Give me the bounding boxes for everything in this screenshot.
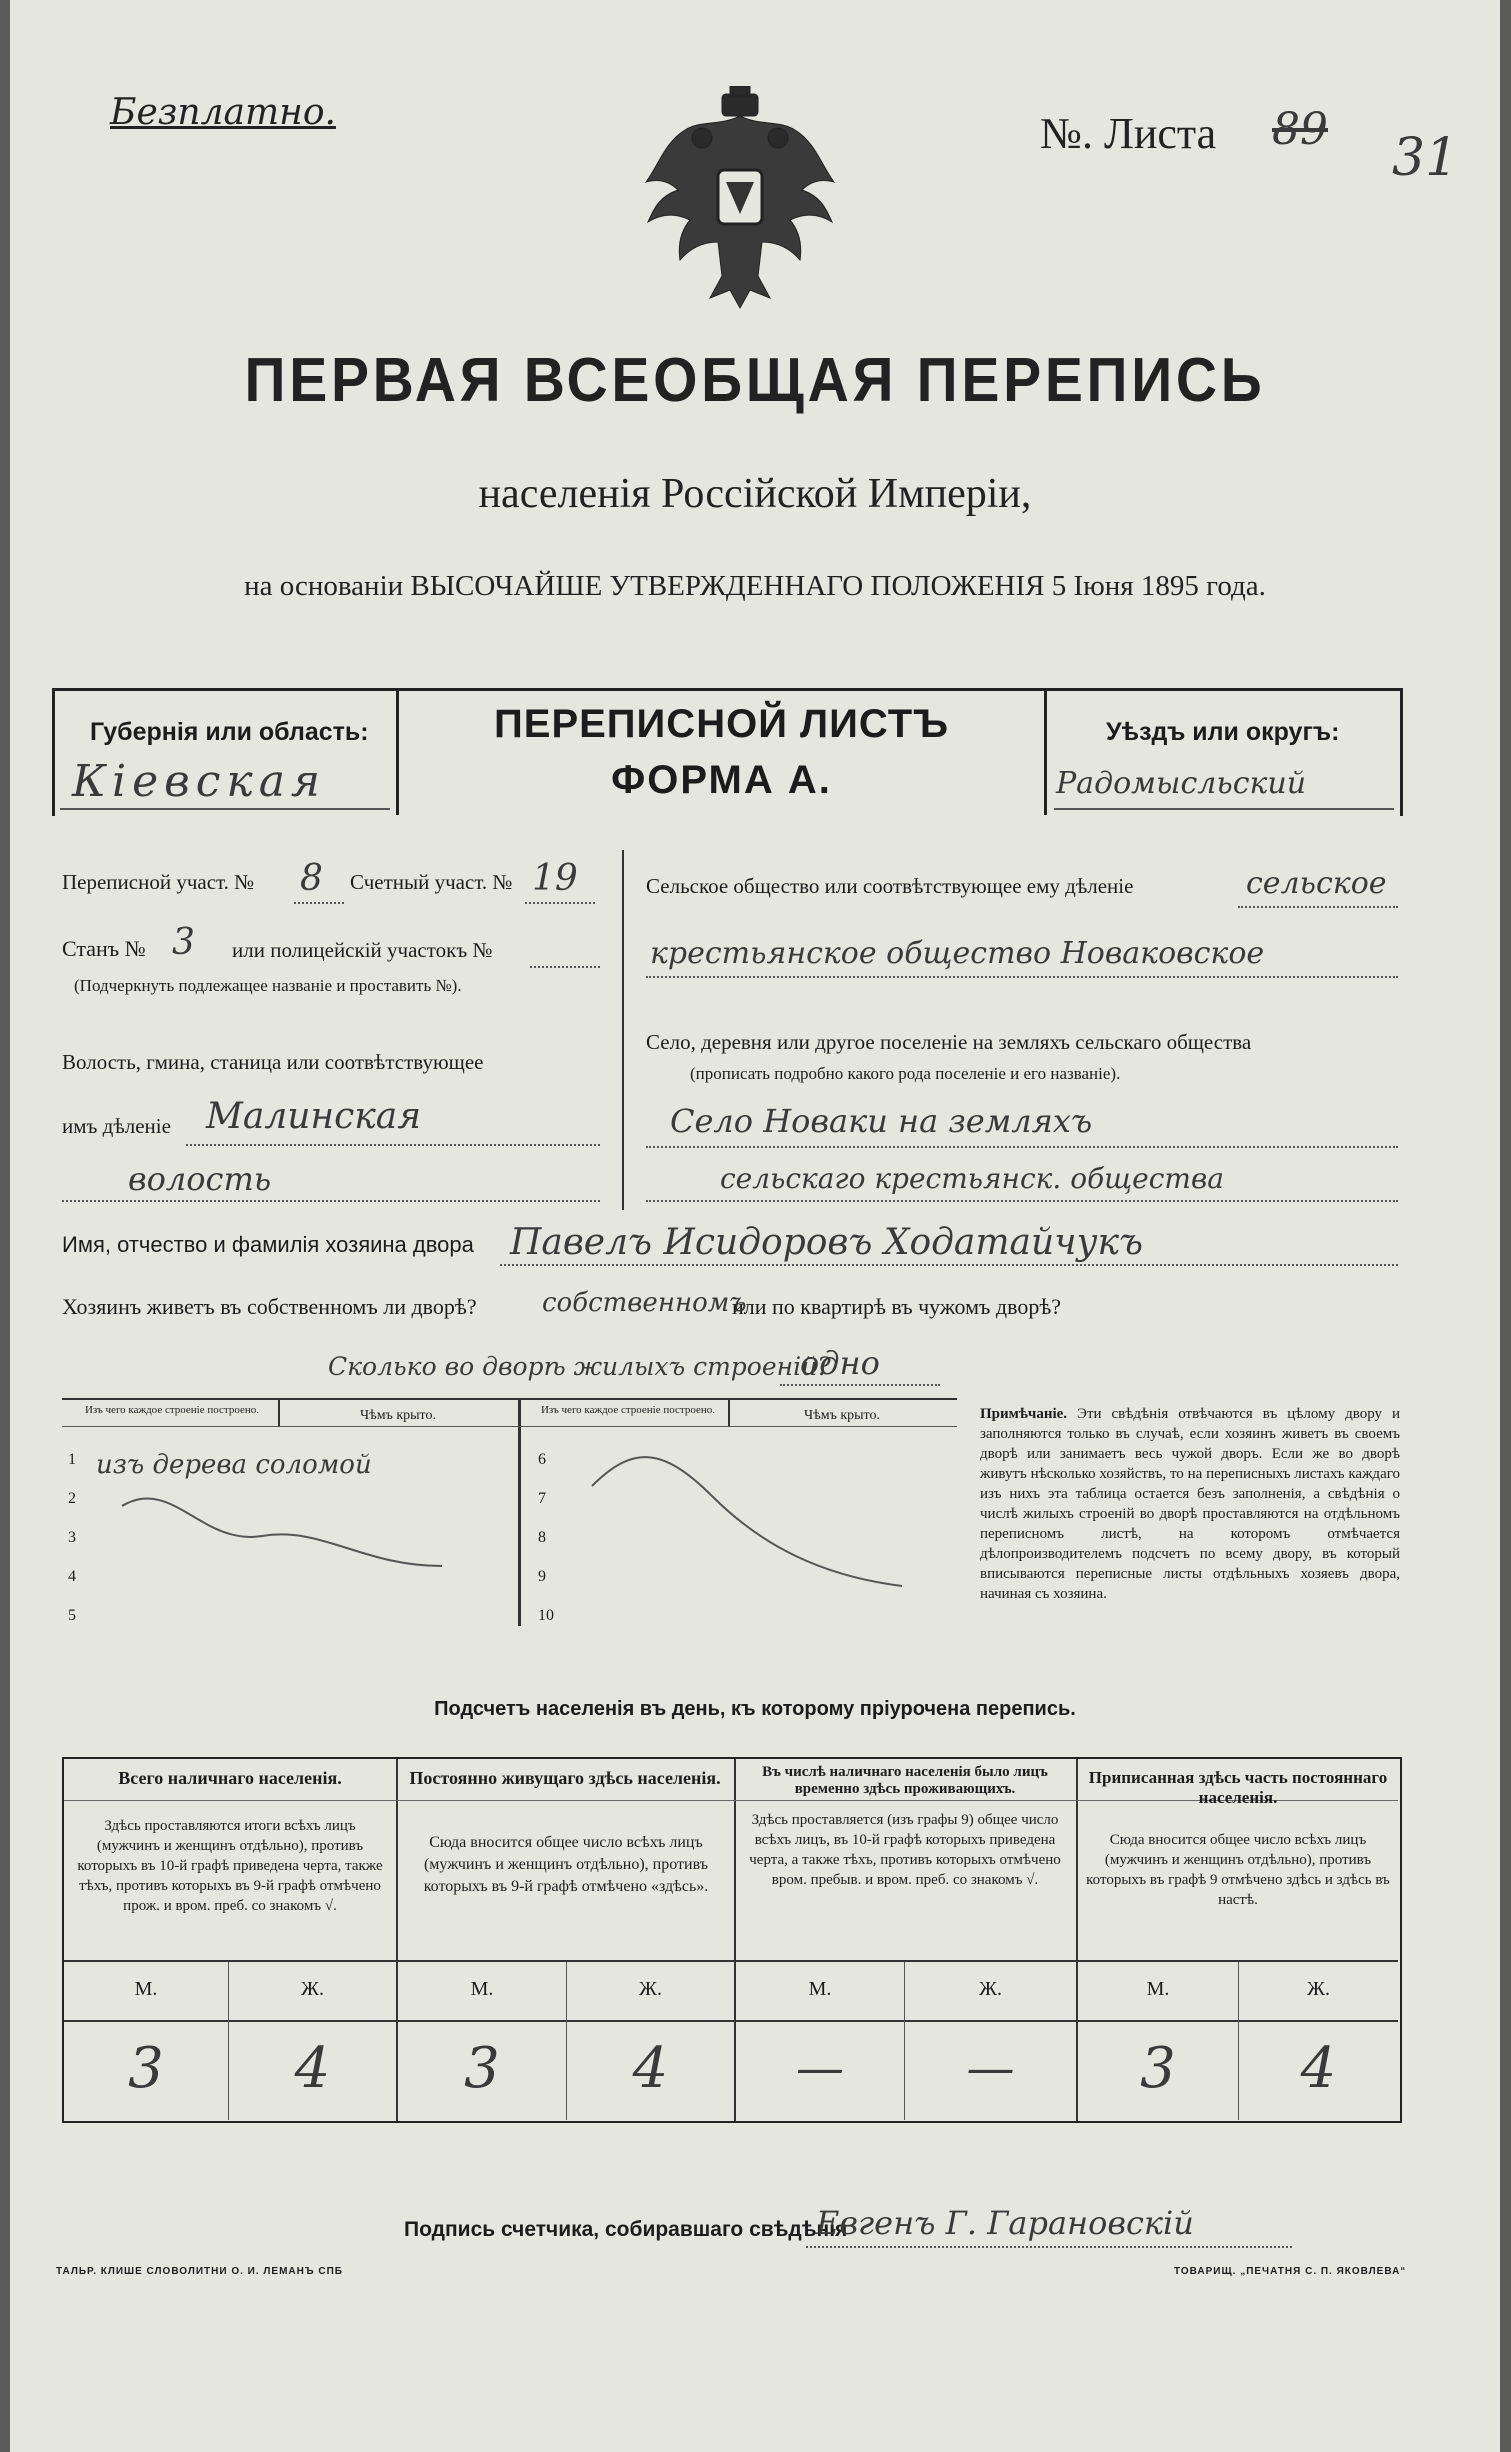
row-number: 7: [538, 1490, 546, 1507]
count-value: 4: [294, 2036, 331, 2101]
summary-col3-title: Въ числѣ наличнаго населенія было лицъ временно здѣсь проживающихъ.: [762, 1764, 1048, 1797]
census-sheet: [10, 0, 1500, 2452]
printer-left: ТАЛЬР. КЛИШЕ СЛОВОЛИТНИ О. И. ЛЕМАНЪ СПБ: [56, 2266, 343, 2277]
col-roof-right: Чѣмъ крыто.: [804, 1408, 880, 1423]
sheet-title: ПЕРЕПИСНОЙ ЛИСТЪ: [494, 702, 949, 746]
count-value: 4: [632, 2036, 669, 2101]
note-text: Эти свѣдѣнія отвѣчаются въ цѣлому двору и заполняются только въ случаѣ, если хозяинъ живетъ въ своемъ дворѣ или занимаетъ весь чужой дворъ. Если же во дворѣ живутъ нѣсколько хозяйствъ, то на переписныхъ листахъ каждаго изъ нихъ эта таблица остается безъ заполненія, а свѣдѣнія о числѣ жилыхъ строеній во дворѣ проставляются на отдѣльномъ переписномъ листѣ, на которомъ отмѣчается дѣлопроизводителемъ подсчетъ по всему двору, въ который вписываются переписные листы отдѣльныхъ хозяевъ двора, начиная съ хозяина.: [980, 1406, 1401, 1602]
building-row1-value: изъ дерева соломой: [96, 1450, 372, 1480]
row-number: 6: [538, 1451, 546, 1468]
buildings-value: одно: [800, 1344, 880, 1382]
count-value: —: [796, 2040, 844, 2096]
summary-col4-desc: Сюда вносится общее число всѣхъ лицъ (мужчинъ и женщинъ отдѣльно), противъ которыхъ въ графѣ 9 отмѣчено здѣсь и здѣсь въ настѣ.: [1086, 1832, 1390, 1908]
main-title: ПЕРВАЯ ВСЕОБЩАЯ ПЕРЕПИСЬ: [244, 346, 1266, 415]
female-header: Ж.: [639, 1978, 662, 2000]
row-number: 4: [68, 1568, 76, 1585]
signature-value: Евгенъ Г. Гарановскій: [816, 2204, 1194, 2242]
row-number: 2: [68, 1490, 76, 1507]
summary-col3-desc: Здѣсь проставляется (изъ графы 9) общее число всѣхъ лицъ, въ 10-й графѣ которыхъ приведена черта, а также тѣхъ, противъ которыхъ отмѣчено вром. пребыв. и вром. преб. со знакомъ √.: [749, 1812, 1061, 1888]
village-value-2: сельскаго крестьянск. общества: [720, 1162, 1224, 1195]
col-roof-left: Чѣмъ крыто.: [360, 1408, 436, 1423]
female-header: Ж.: [1307, 1978, 1330, 2000]
male-header: М.: [808, 1978, 832, 2000]
summary-heading: Подсчетъ населенія въ день, къ которому пріурочена перепись.: [434, 1698, 1076, 1720]
society-label: Сельское общество или соотвѣтствующее ему дѣленіе: [646, 874, 1134, 898]
count-section-value: 19: [532, 858, 578, 899]
row-number: 9: [538, 1568, 546, 1585]
row-number: 3: [68, 1529, 76, 1546]
summary-col2-desc: Сюда вносится общее число всѣхъ лицъ (мужчинъ и женщинъ отдѣльно), противъ которыхъ въ 9-й графѣ отмѣчено «здѣсь».: [423, 1834, 709, 1895]
row-number: 1: [68, 1451, 76, 1468]
summary-col4-title: Приписанная здѣсь часть постояннаго населенія.: [1088, 1768, 1388, 1807]
female-header: Ж.: [979, 1978, 1002, 2000]
printer-right: ТОВАРИЩ. „ПЕЧАТНЯ С. П. ЯКОВЛЕВА“: [1174, 2266, 1407, 2277]
note-block: [980, 1404, 1400, 1604]
count-value: 3: [1140, 2036, 1176, 2101]
society-value-1: сельское: [1246, 866, 1387, 901]
buildings-label: Сколько во дворѣ жилыхъ строеній?: [328, 1352, 831, 1381]
count-value: 3: [464, 2036, 500, 2101]
signature-label: Подпись счетчика, собиравшаго свѣдѣнія: [404, 2218, 848, 2241]
village-note: (прописать подробно какого рода поселеніе и его названіе).: [690, 1064, 1121, 1083]
summary-col1-desc: Здѣсь проставляются итоги всѣхъ лицъ (мужчинъ и женщинъ отдѣльно), противъ которыхъ въ 10-й графѣ приведена черта, также тѣхъ, противъ которыхъ въ 9-й графѣ отмѣчено прож. и вром. преб. со знакомъ √.: [77, 1818, 383, 1914]
count-value: —: [966, 2040, 1015, 2096]
own-yard-label-a: Хозяинъ живетъ въ собственномъ ли дворѣ?: [62, 1294, 477, 1319]
volost-value-2: волость: [128, 1160, 272, 1198]
gubernia-label: Губернія или область:: [90, 718, 369, 746]
village-value-1: Село Новаки на земляхъ: [670, 1102, 1093, 1140]
village-label: Село, деревня или другое поселеніе на земляхъ сельскаго общества: [646, 1030, 1252, 1054]
own-yard-label-b: или по квартирѣ въ чужомъ дворѣ?: [732, 1294, 1062, 1319]
basis-line: на основаніи ВЫСОЧАЙШЕ УТВЕРЖДЕННАГО ПОЛОЖЕНІЯ 5 Іюня 1895 года.: [244, 570, 1266, 602]
subtitle: населенія Россійской Имперіи,: [478, 471, 1032, 517]
corner-number: 31: [1392, 128, 1459, 188]
volost-value-1: Малинская: [206, 1096, 422, 1137]
volost-label-2: имъ дѣленіе: [62, 1114, 171, 1138]
uezd-label: Уѣздъ или округъ:: [1106, 718, 1340, 746]
count-value: 4: [1300, 2036, 1337, 2101]
form-label: ФОРМА А.: [611, 758, 832, 802]
male-header: М.: [1146, 1978, 1170, 2000]
police-label: или полицейскій участокъ №: [232, 938, 493, 962]
free-label: Безплатно.: [110, 92, 336, 133]
row-number: 10: [538, 1607, 554, 1624]
census-section-value: 8: [300, 858, 323, 899]
stan-value: 3: [172, 922, 195, 963]
male-header: М.: [470, 1978, 494, 2000]
col-desc-right: Изъ чего каждое строеніе построено.: [540, 1404, 716, 1416]
count-section-label: Счетный участ. №: [350, 870, 513, 894]
female-header: Ж.: [301, 1978, 324, 2000]
row-number: 5: [68, 1607, 76, 1624]
society-value-2: крестьянское общество Новаковское: [650, 936, 1265, 971]
owner-name-value: Павелъ Исидоровъ Ходатайчукъ: [510, 1222, 1143, 1263]
buildings-cancel-strokes: [62, 1426, 957, 1626]
sheet-no-value: 89: [1272, 104, 1328, 155]
owner-name-label: Имя, отчество и фамилія хозяина двора: [62, 1232, 474, 1257]
stan-label: Станъ №: [62, 936, 146, 961]
sheet-no-label: №. Листа: [1040, 109, 1217, 158]
underline-note: (Подчеркнуть подлежащее названіе и проставить №).: [74, 976, 462, 995]
volost-label-1: Волость, гмина, станица или соотвѣтствующее: [62, 1050, 484, 1074]
double-headed-eagle-icon: [630, 86, 850, 316]
gubernia-value: Кіевская: [72, 756, 327, 807]
male-header: М.: [134, 1978, 158, 2000]
uezd-value: Радомысльский: [1056, 766, 1307, 801]
own-yard-value: собственномъ: [542, 1288, 747, 1318]
count-value: 3: [128, 2036, 164, 2101]
summary-col2-title: Постоянно живущаго здѣсь населенія.: [409, 1768, 721, 1788]
note-heading: Примѣчаніе.: [980, 1406, 1068, 1422]
summary-col1-title: Всего наличнаго населенія.: [118, 1768, 342, 1788]
row-number: 8: [538, 1529, 546, 1546]
col-desc-left: Изъ чего каждое строеніе построено.: [84, 1404, 260, 1416]
census-section-label: Переписной участ. №: [62, 870, 255, 894]
